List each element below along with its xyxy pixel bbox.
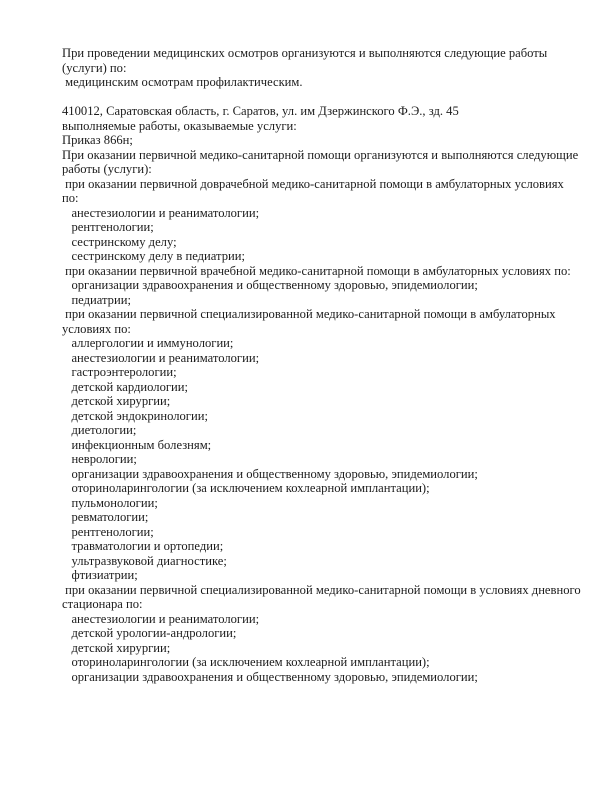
document-text-line: при оказании первичной специализированной медико-санитарной помощи в условиях дневного (62, 582, 581, 597)
document-text-line: детской кардиологии; (62, 379, 189, 394)
document-text-line: рентгенологии; (62, 220, 154, 234)
document-text-line: ультразвуковой диагностике; (62, 553, 227, 568)
document-text-body (62, 46, 581, 684)
document-text-line: при оказании первичной специализированной медико-санитарной помощи в амбулаторных (62, 307, 556, 321)
document-text-line: анестезиологии и реаниматологии; (62, 205, 260, 220)
document-text-line: оториноларингологии (за исключением кохлеарной имплантации); (62, 481, 430, 495)
document-text-line: организации здравоохранения и общественному здоровью, эпидемиологии; (62, 466, 478, 481)
document-text-line: анестезиологии и реаниматологии; (62, 350, 260, 365)
document-text-line: 410012, Саратовская область, г. Саратов, ул. им Дзержинского Ф.Э., зд. 45 (62, 104, 459, 118)
document-text-line: диетологии; (62, 423, 137, 437)
document-text-line: гастроэнтерологии; (62, 365, 177, 379)
document-text-line: стационара по: (62, 597, 143, 611)
document-text-line: детской эндокринологии; (62, 408, 208, 423)
document-text-line: неврологии; (62, 452, 137, 466)
document-text-line: при оказании первичной доврачебной медико-санитарной помощи в амбулаторных условиях (62, 176, 564, 191)
document-text-line: по: (62, 191, 79, 205)
document-text-line: педиатрии; (62, 292, 131, 307)
document-text-line: травматологии и ортопедии; (62, 539, 224, 553)
document-text-line: При оказании первичной медико-санитарной помощи организуются и выполняются следующие (62, 147, 579, 162)
document-text-line (62, 90, 561, 105)
document-text-line: ревматологии; (62, 510, 149, 524)
document-text-line: сестринскому делу; (62, 234, 177, 249)
document-text-line: оториноларингологии (за исключением кохлеарной имплантации); (62, 655, 430, 669)
document-text-line: выполняемые работы, оказываемые услуги: (62, 118, 297, 133)
document-text-line: анестезиологии и реаниматологии; (62, 611, 260, 626)
document-text-line: При проведении медицинских осмотров организуются и выполняются следующие работы (62, 46, 548, 60)
document-text-line: детской урологии-андрологии; (62, 626, 237, 640)
document-text-line: работы (услуги): (62, 162, 152, 176)
document-text-line: аллергологии и иммунологии; (62, 336, 234, 350)
document-text-line: пульмонологии; (62, 495, 158, 510)
document-text-line: детской хирургии; (62, 640, 171, 655)
document-text-line: медицинским осмотрам профилактическим. (62, 75, 303, 89)
document-text-line: организации здравоохранения и общественному здоровью, эпидемиологии; (62, 278, 478, 292)
document-text-line: фтизиатрии; (62, 568, 138, 582)
document-text-line: рентгенологии; (62, 524, 154, 539)
document-text-line: условиях по: (62, 321, 131, 336)
document-text-line: (услуги) по: (62, 60, 127, 75)
document-text-line: при оказании первичной врачебной медико-санитарной помощи в амбулаторных условиях по: (62, 263, 571, 278)
document-text-line: сестринскому делу в педиатрии; (62, 249, 245, 263)
document-text-line: Приказ 866н; (62, 133, 133, 147)
document-text-line: детской хирургии; (62, 394, 171, 408)
document-text-line: организации здравоохранения и общественному здоровью, эпидемиологии; (62, 669, 478, 684)
document-text-line: инфекционным болезням; (62, 437, 212, 452)
